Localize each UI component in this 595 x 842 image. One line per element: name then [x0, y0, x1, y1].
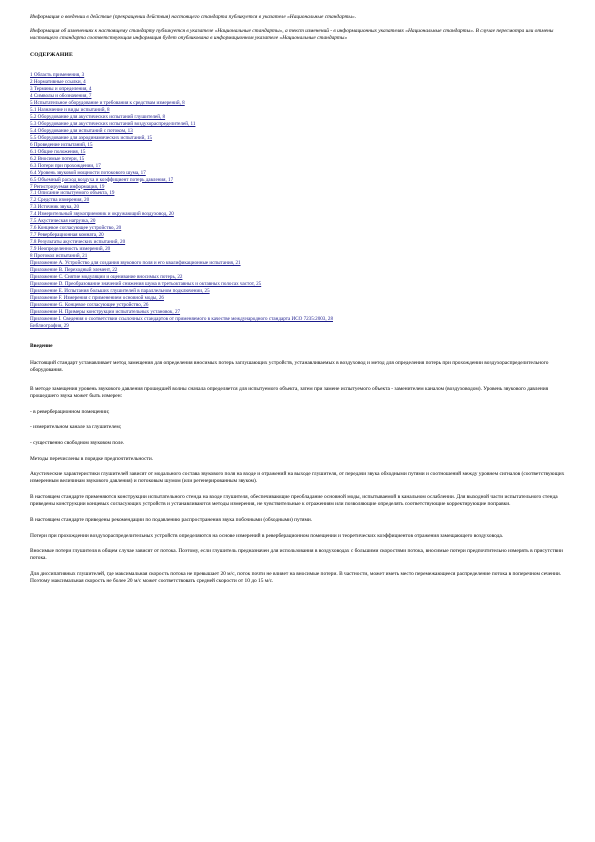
toc-link[interactable]: Приложение D. Преобразование значений снижения шума в третьоктавных и октавных полосах частот, 25 — [30, 280, 262, 287]
toc-item[interactable] — [30, 239, 575, 246]
toc-link[interactable]: 5 Испытательное оборудование и требования к средствам измерений, 8 — [30, 100, 185, 107]
toc-title: СОДЕРЖАНИЕ — [30, 52, 73, 59]
toc-link[interactable]: 7.6 Концевое согласующее устройство, 20 — [30, 225, 122, 232]
toc-item[interactable] — [30, 86, 575, 93]
toc-item[interactable] — [30, 260, 575, 267]
toc-item[interactable] — [30, 107, 575, 114]
toc-item[interactable] — [30, 177, 575, 184]
toc-item[interactable] — [30, 309, 575, 316]
toc-link[interactable]: 6.3 Потери при прохождении, 17 — [30, 162, 101, 169]
toc-link[interactable]: 6.1 Общие положения, 15 — [30, 148, 86, 155]
toc-link[interactable]: 5.2 Оборудование для акустических испытаний глушителей, 8 — [30, 114, 166, 120]
toc-link[interactable]: 7.8 Результаты акустических испытаний, 20 — [30, 239, 126, 246]
toc-item[interactable] — [30, 246, 575, 253]
toc-link[interactable]: Приложение С. Снятие модуляции и оценивание вносимых потерь, 22 — [30, 273, 183, 280]
toc-link[interactable]: 7.1 Описание испытуемого объекта, 19 — [30, 190, 115, 197]
paragraph: Настоящий стандарт устанавливает метод замещения для определения вносимых потерь заглушающих устройств, устанавливаемых в воздуховод и метод для определения потерь при прохождении воздухораспределительного оборудования. — [30, 359, 549, 373]
toc-item[interactable] — [30, 225, 575, 232]
toc-item[interactable] — [30, 100, 575, 107]
paragraph: Для диссипативных глушителей, где максимальная скорость потока не превышает 20 м/с, поток почти не влияет на вносимые потери. В частности, может иметь место перемежающееся распределение потока в поперечном сечении. Поэтому максимальная скорость не более 20 м/с может соответствовать средней скорости от 10 до 15 м/с. — [30, 570, 562, 585]
paragraph: В настоящем стандарте применяются конструкции испытательного стенда на входе глушителя, обеспечивающие преобладание основной моды, испытываемой в канальном ослаблении. Для выходной части испытательного стенда приведены конструкции концевых согласующих устройств и устанавливаются методы измерения, не чувствительные к отражениям или позволяющие определять соответствующие корректирующие поправки. — [30, 494, 558, 508]
toc-item[interactable] — [30, 72, 575, 79]
toc-item[interactable] — [30, 79, 575, 86]
toc-item[interactable] — [30, 274, 575, 281]
toc-link[interactable]: 7.2 Средства измерения, 20 — [30, 197, 90, 204]
toc-link[interactable]: Приложение Е. Испытания больших глушителей в параллельном подключении, 25 — [30, 287, 210, 294]
paragraph: В методе замещения уровень звукового давления прошедшей волны сначала определяется для испытуемого объекта, затем при замене испытуемого объекта - заменителем каналом (воздуховодом). Уровень звукового давления прошедшего звука может быть измерен: — [30, 385, 549, 399]
toc-item[interactable] — [30, 142, 575, 149]
toc-link[interactable]: 5.5 Оборудование для аэродинамических испытаний, 15 — [30, 134, 153, 141]
toc-link[interactable]: 1 Область применения, 3 — [30, 72, 85, 79]
toc-item[interactable] — [30, 302, 575, 309]
toc-link[interactable]: 7.3 Источник звука, 20 — [30, 204, 80, 211]
toc-link[interactable]: 2 Нормативные ссылки, 4 — [30, 79, 86, 86]
toc-link[interactable]: 6.4 Уровень звуковой мощности потокового шума, 17 — [30, 169, 146, 176]
paragraph: Акустические характеристики глушителей зависят от модального состава звукового поля на входе и отражений на выходе глушителя, от передачи звука обходными путями и соотношений между уровнем сигналов (соответствующих измеренным величинам звукового давления) и потоковым шумом (или регенерированным звуком). — [30, 471, 565, 485]
toc-item[interactable] — [30, 253, 575, 260]
toc-link[interactable]: 3 Термины и определения, 4 — [30, 86, 92, 93]
toc-link[interactable]: Приложение G. Концевое согласующее устройство, 26 — [30, 301, 149, 308]
toc-item[interactable] — [30, 316, 575, 323]
toc-item[interactable] — [30, 114, 575, 121]
toc-link[interactable]: Приложение I. Сведения о соответствии ссылочных стандартов от применяемого в качестве международного стандарта ИСО 7235:2003, 28 — [30, 315, 333, 322]
toc-link[interactable]: 7.7 Реверберационная комната, 20 — [30, 232, 104, 239]
toc-link[interactable]: Приложение В. Переходный элемент, 22 — [30, 266, 118, 273]
toc-link[interactable]: 5.4 Оборудование для испытаний с потоком, 13 — [30, 127, 133, 134]
toc-item[interactable] — [30, 288, 575, 295]
toc-item[interactable] — [30, 121, 575, 128]
toc-item[interactable] — [30, 128, 575, 135]
toc-item[interactable] — [30, 170, 575, 177]
toc-item[interactable] — [30, 281, 575, 288]
paragraph: Методы перечислены в порядке предпочтительности. — [30, 455, 154, 462]
toc-item[interactable] — [30, 135, 575, 142]
toc-item[interactable] — [30, 211, 575, 218]
toc-link[interactable]: Приложение Н. Примеры конструкции испытательных установок, 27 — [30, 308, 181, 315]
paragraph: Потери при прохождении воздухораспределительных устройств определяются на основе измерений в реверберационном помещении и теоретических коэффициентов отражения замещающего воздуховода. — [30, 532, 504, 539]
toc-link[interactable]: 7.9 Неопределенность измерений, 20 — [30, 246, 111, 253]
document-page — [30, 14, 575, 594]
toc-link[interactable]: 6.2 Вносимые потери, 15 — [30, 155, 85, 162]
publication-note: Информация о введении в действие (прекращении действия) настоящего стандарта публикуется в указателе «Национальные стандарты». — [30, 14, 357, 20]
toc-link[interactable]: 6 Проведение испытаний, 15 — [30, 141, 93, 148]
toc-link[interactable]: 4 Символы и обозначения, 7 — [30, 93, 92, 100]
list-item: - в реверберационном помещении; — [30, 408, 110, 415]
toc-item[interactable] — [30, 295, 575, 302]
toc-item[interactable] — [30, 149, 575, 156]
list-item: - измерительном канале за глушителем; — [30, 424, 122, 431]
toc-link[interactable]: 5.1 Назначение и виды испытаний, 8 — [30, 107, 110, 114]
toc-item[interactable] — [30, 190, 575, 197]
table-of-contents — [30, 72, 575, 329]
toc-item[interactable] — [30, 156, 575, 163]
toc-link[interactable]: Приложение А. Устройство для создания звукового поля и его квалификационные испытания, 21 — [30, 260, 241, 267]
changes-note: Информация об изменениях к настоящему стандарту публикуется в указателе «Национальные стандарты», а текст изменений - в информационных указателях «Национальные стандарты». В случае пересмотра или отмены настоящего стандарта соответствующая информация будет опубликована в информационном указателе «Национальные стандарты» — [30, 28, 554, 42]
toc-item[interactable] — [30, 323, 575, 330]
toc-link[interactable]: Приложение F. Измерения с применением основной моды, 26 — [30, 294, 164, 301]
toc-item[interactable] — [30, 163, 575, 170]
toc-link[interactable]: Библиография, 29 — [30, 322, 69, 329]
toc-link[interactable]: 5.3 Оборудование для акустических испытаний воздухораспределителей, 11 — [30, 120, 196, 127]
toc-link[interactable]: 7.5 Акустическая нагрузка, 20 — [30, 218, 96, 225]
toc-link[interactable]: 8 Протокол испытаний, 21 — [30, 253, 88, 260]
toc-link[interactable]: 7.4 Измерительный звукоприемник и окружающий воздуховод, 20 — [30, 211, 174, 218]
list-item: - существенно свободном звуковом поле. — [30, 439, 125, 446]
paragraph: В настоящем стандарте приведены рекомендации по подавлению распространения звука побочными (обходными) путями. — [30, 516, 313, 523]
toc-link[interactable]: 7 Регистрируемая информация, 19 — [30, 183, 105, 190]
paragraph: Вносимые потери глушителя в общем случае зависят от потока. Поэтому, если глушитель предназначен для использования в воздуховодах с большими скоростями потока, вносимые потери предпочтительно измерять в присутствии потока. — [30, 548, 563, 562]
toc-link[interactable]: 6.5 Объемный расход воздуха и коэффициент потерь давления, 17 — [30, 176, 174, 183]
toc-item[interactable] — [30, 197, 575, 204]
toc-item[interactable] — [30, 267, 575, 274]
introduction-heading: Введение — [30, 342, 53, 349]
introduction-body — [30, 360, 575, 586]
